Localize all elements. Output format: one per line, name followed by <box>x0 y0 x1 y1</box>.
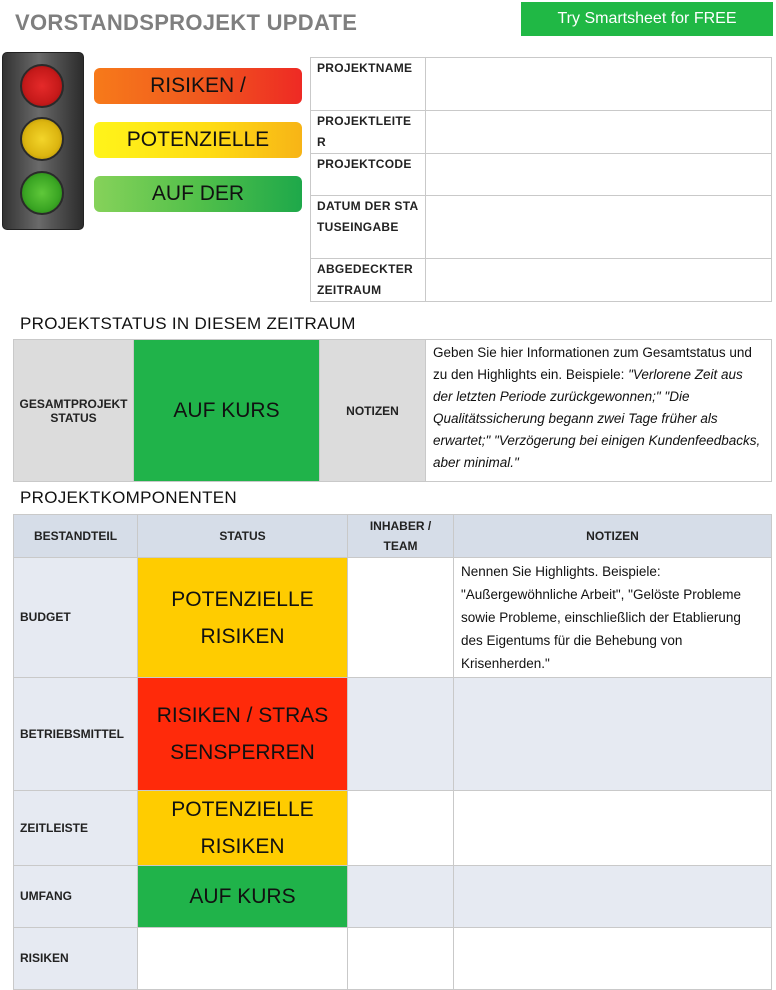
component-status[interactable]: POTENZIELLE RISIKEN <box>138 791 348 866</box>
component-owner[interactable] <box>348 791 454 866</box>
component-owner[interactable] <box>348 866 454 928</box>
table-row <box>14 558 772 678</box>
page-title: VORSTANDSPROJEKT UPDATE <box>15 10 358 35</box>
component-notes[interactable] <box>454 928 772 990</box>
info-label-projektname: PROJEKTNAME <box>311 58 426 111</box>
component-owner[interactable] <box>348 928 454 990</box>
info-label-projektleiter: PROJEKTLEITER <box>311 111 426 154</box>
info-value-projektleiter[interactable] <box>426 111 772 154</box>
table-row <box>14 928 772 990</box>
info-value-projektname[interactable] <box>426 58 772 111</box>
component-name: BETRIEBSMITTEL <box>14 678 138 791</box>
component-notes[interactable] <box>454 678 772 791</box>
column-header-component: BESTANDTEIL <box>14 515 138 558</box>
overall-status-table <box>13 339 772 482</box>
component-owner[interactable] <box>348 558 454 678</box>
info-value-projektcode[interactable] <box>426 154 772 196</box>
traffic-light-icon <box>2 52 84 230</box>
project-info-table <box>310 57 772 302</box>
info-label-projektcode: PROJEKTCODE <box>311 154 426 196</box>
green-light-icon <box>20 171 64 215</box>
column-header-notes: NOTIZEN <box>454 515 772 558</box>
status-section-heading: PROJEKTSTATUS IN DIESEM ZEITRAUM <box>20 314 356 333</box>
info-value-statusdatum[interactable] <box>426 196 772 259</box>
notes-examples: "Verlorene Zeit aus der letzten Periode zurückgewonnen;" "Die Qualitätssicherung begann zwei Tage früher als erwartet;" "Verzögerung bei einigen Kundenfeedbacks, aber minimal." <box>433 367 761 470</box>
column-header-status: STATUS <box>138 515 348 558</box>
legend-green: AUF DER <box>94 176 302 212</box>
legend-yellow: POTENZIELLE <box>94 122 302 158</box>
component-name: RISIKEN <box>14 928 138 990</box>
red-light-icon <box>20 64 64 108</box>
component-status[interactable]: RISIKEN / STRASSENSPERREN <box>138 678 348 791</box>
notes-label: NOTIZEN <box>320 340 426 482</box>
component-status[interactable]: AUF KURS <box>138 866 348 928</box>
component-name: UMFANG <box>14 866 138 928</box>
table-row <box>14 866 772 928</box>
table-row <box>14 791 772 866</box>
column-header-owner: INHABER / TEAM <box>348 515 454 558</box>
info-value-zeitraum[interactable] <box>426 259 772 302</box>
components-table <box>13 514 772 990</box>
overall-status-value[interactable]: AUF KURS <box>134 340 320 482</box>
component-name: BUDGET <box>14 558 138 678</box>
legend-red: RISIKEN / <box>94 68 302 104</box>
try-smartsheet-button[interactable]: Try Smartsheet for FREE <box>521 2 773 36</box>
component-owner[interactable] <box>348 678 454 791</box>
component-notes[interactable]: Nennen Sie Highlights. Beispiele: "Außergewöhnliche Arbeit", "Gelöste Probleme sowie Probleme, einschließlich der Etablierung des Eigentums für die Behebung von Krisenherden." <box>454 558 772 678</box>
table-row <box>14 678 772 791</box>
component-notes[interactable] <box>454 791 772 866</box>
info-label-statusdatum: DATUM DER STATUSEINGABE <box>311 196 426 259</box>
component-notes[interactable] <box>454 866 772 928</box>
component-status[interactable]: POTENZIELLE RISIKEN <box>138 558 348 678</box>
info-label-zeitraum: ABGEDECKTER ZEITRAUM <box>311 259 426 302</box>
overall-notes[interactable] <box>426 340 772 482</box>
components-section-heading: PROJEKTKOMPONENTEN <box>20 488 237 507</box>
component-status[interactable] <box>138 928 348 990</box>
yellow-light-icon <box>20 117 64 161</box>
notes-intro: Geben Sie hier Informationen zum Gesamtstatus und zu den Highlights ein. Beispiele: <box>433 345 752 382</box>
component-name: ZEITLEISTE <box>14 791 138 866</box>
overall-status-label: GESAMTPROJEKTSTATUS <box>14 340 134 482</box>
